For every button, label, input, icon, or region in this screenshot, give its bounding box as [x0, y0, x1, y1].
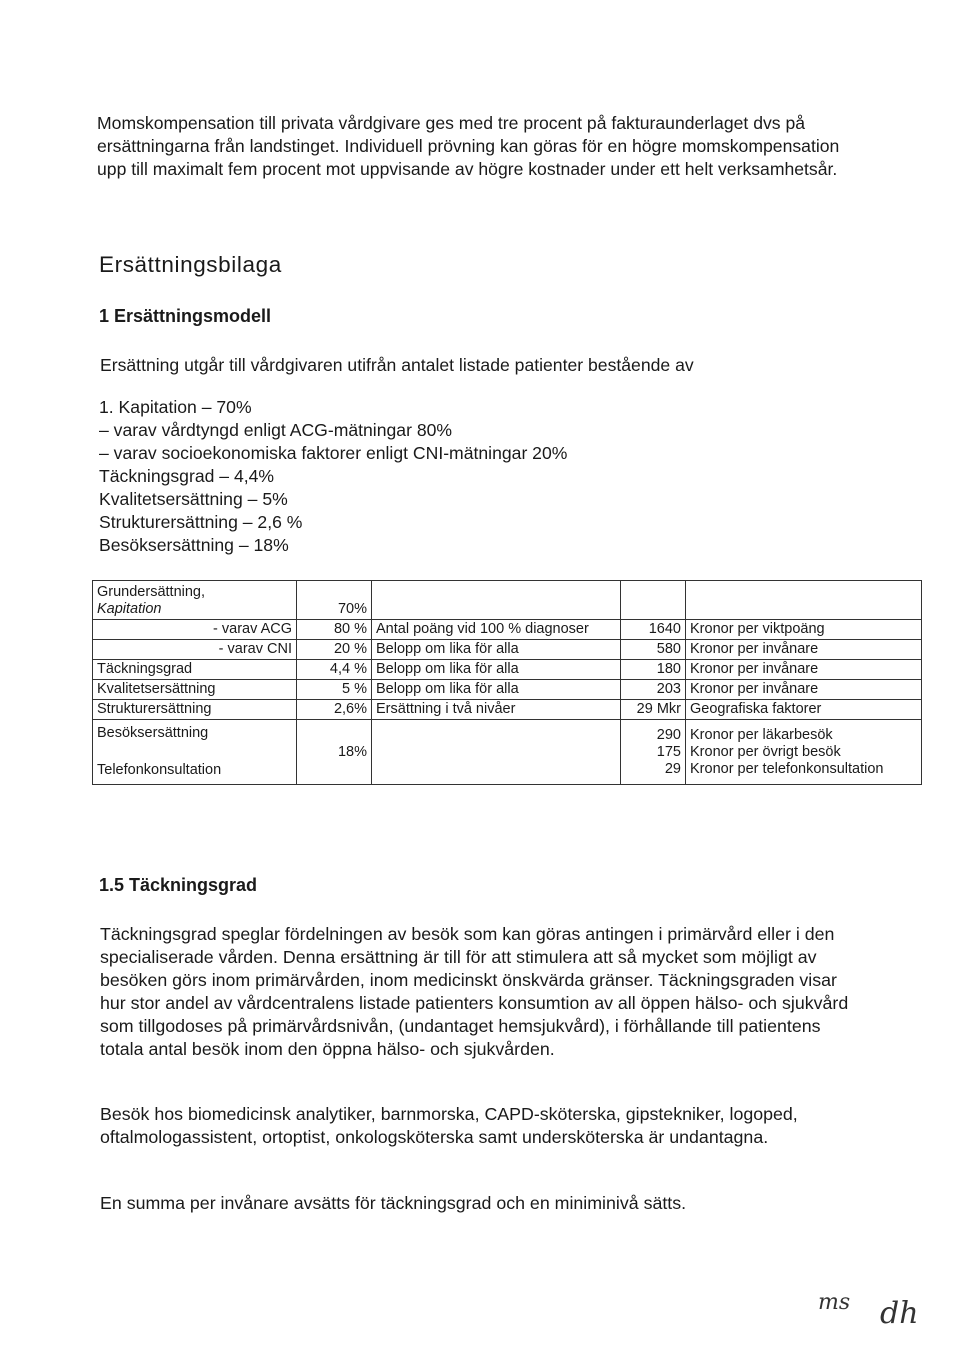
table-cell-label: Täckningsgrad — [93, 660, 297, 680]
table-cell-amount — [621, 720, 686, 785]
table-cell-percent: 70% — [297, 581, 372, 620]
table-label-telefon: Telefonkonsultation — [97, 762, 222, 778]
table-cell-percent: 5 % — [297, 680, 372, 700]
table-cell-unit — [686, 720, 922, 785]
table-cell-percent: 80 % — [297, 620, 372, 640]
table-cell-amount: 580 — [621, 640, 686, 660]
amount-lakarbesok: 290 — [656, 726, 681, 743]
list-item-cni: – varav socioekonomiska faktorer enligt CNI-mätningar 20% — [99, 443, 568, 463]
handwritten-signature: dh — [880, 1296, 919, 1331]
exceptions-paragraph: Besök hos biomedicinsk analytiker, barnmorska, CAPD-sköterska, gipstekniker, logoped, oftalmologassistent, ortoptist, onkologsköterska samt undersköterska är undantagna. — [100, 1104, 798, 1147]
table-cell-basis — [372, 720, 621, 785]
table-cell-label: Kvalitetsersättning — [93, 680, 297, 700]
table-cell-label — [93, 720, 297, 785]
list-item-kvalitet: Kvalitetsersättning – 5% — [99, 489, 288, 509]
list-item-struktur: Strukturersättning – 2,6 % — [99, 512, 303, 532]
table-cell-unit: Kronor per viktpoäng — [686, 620, 922, 640]
table-cell-basis — [372, 581, 621, 620]
section-heading-ersattningsmodell: 1 Ersättningsmodell — [99, 306, 272, 326]
list-item-kapitation: 1. Kapitation – 70% — [99, 397, 252, 417]
table-cell-percent: 2,6% — [297, 700, 372, 720]
table-cell-unit: Kronor per invånare — [686, 680, 922, 700]
section-lead-text: Ersättning utgår till vårdgivaren utifrån antalet listade patienter bestående av — [100, 355, 694, 375]
table-cell-basis: Belopp om lika för alla — [372, 660, 621, 680]
table-cell-label: - varav CNI — [93, 640, 297, 660]
table-row — [93, 680, 922, 700]
amount-telefonkonsultation: 29 — [664, 760, 681, 777]
table-cell-amount — [621, 581, 686, 620]
table-row — [93, 640, 922, 660]
compensation-table — [92, 580, 922, 785]
handwritten-initials: ms — [818, 1290, 851, 1315]
list-item-acg: – varav vårdtyngd enligt ACG-mätningar 80% — [99, 420, 453, 440]
table-cell-basis: Belopp om lika för alla — [372, 680, 621, 700]
section-heading-tackningsgrad: 1.5 Täckningsgrad — [99, 875, 258, 895]
table-head-label: Grundersättning, — [97, 584, 206, 600]
table-cell-percent: 20 % — [297, 640, 372, 660]
table-row — [93, 660, 922, 680]
unit-telefonkonsultation: Kronor per telefonkonsultation — [690, 760, 884, 777]
table-cell-unit — [686, 581, 922, 620]
table-cell-basis: Ersättning i två nivåer — [372, 700, 621, 720]
table-cell-amount: 29 Mkr — [621, 700, 686, 720]
intro-paragraph: Momskompensation till privata vårdgivare ges med tre procent på fakturaunderlaget dvs på ersättningarna från landstinget. Individuell prövning kan göras för en högre momskompensation upp till maximalt fem procent mot uppvisande av högre kostnader under ett helt verksamhetsår. — [97, 113, 840, 179]
list-item-tackningsgrad: Täckningsgrad – 4,4% — [99, 466, 275, 486]
table-cell-label: Strukturersättning — [93, 700, 297, 720]
table-row — [93, 581, 922, 620]
table-cell-amount: 203 — [621, 680, 686, 700]
table-cell-amount: 1640 — [621, 620, 686, 640]
table-row — [93, 720, 922, 785]
list-item-besok: Besöksersättning – 18% — [99, 535, 289, 555]
summary-paragraph: En summa per invånare avsätts för täckningsgrad och en miniminivå sätts. — [100, 1193, 687, 1213]
unit-ovrigt-besok: Kronor per övrigt besök — [690, 743, 841, 760]
table-label-besok: Besöksersättning — [97, 725, 209, 741]
table-head-sublabel: Kapitation — [97, 601, 162, 617]
table-cell-amount: 180 — [621, 660, 686, 680]
table-row — [93, 620, 922, 640]
table-cell-basis: Belopp om lika för alla — [372, 640, 621, 660]
table-cell-percent: 18% — [297, 720, 372, 785]
table-cell-unit: Kronor per invånare — [686, 660, 922, 680]
table-cell-label: - varav ACG — [93, 620, 297, 640]
table-cell-label — [93, 581, 297, 620]
tackningsgrad-paragraph: Täckningsgrad speglar fördelningen av besök som kan göras antingen i primärvård eller i den specialiserade vården. Denna ersättning är till för att stimulera att så mycket som möjligt av besöken görs inom primärvården, inom medicinskt önskvärda gränser. Täckningsgraden visar hur stor andel av vårdcentralens listade patienters konsumtion av all öppen hälso- och sjukvård som tillgodoses på primärvårdsnivån, (undantaget hemsjukvård), i förhållande till patientens totala antal besök inom den öppna hälso- och sjukvården. — [100, 924, 849, 1059]
amount-ovrigt-besok: 175 — [656, 743, 681, 760]
table-row — [93, 700, 922, 720]
table-cell-unit: Geografiska faktorer — [686, 700, 922, 720]
unit-lakarbesok: Kronor per läkarbesök — [690, 726, 833, 743]
table-cell-unit: Kronor per invånare — [686, 640, 922, 660]
table-cell-basis: Antal poäng vid 100 % diagnoser — [372, 620, 621, 640]
table-cell-percent: 4,4 % — [297, 660, 372, 680]
document-title: Ersättningsbilaga — [99, 252, 282, 277]
